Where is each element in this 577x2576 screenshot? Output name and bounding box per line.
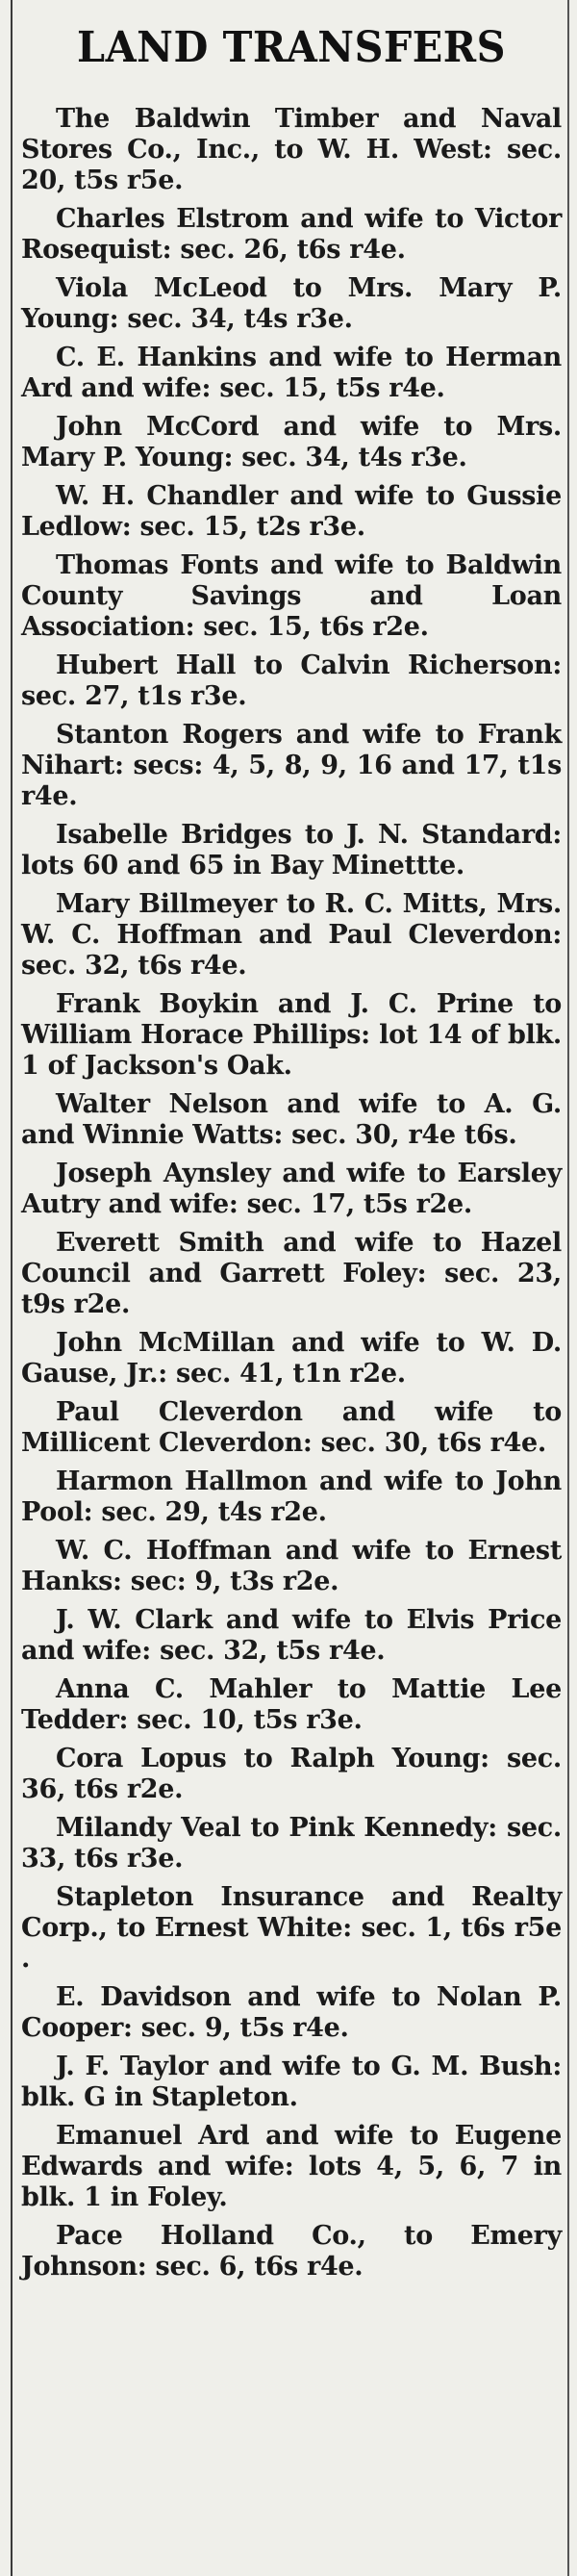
transfer-entry: E. Davidson and wife to Nolan P. Cooper: sec. 9, t5s r4e. — [21, 1982, 562, 2043]
column-rule-right — [567, 0, 569, 2576]
transfer-entry: W. H. Chandler and wife to Gussie Ledlow: sec. 15, t2s r3e. — [21, 481, 562, 542]
transfer-entry: J. W. Clark and wife to Elvis Price and wife: sec. 32, t5s r4e. — [21, 1605, 562, 1666]
transfer-entry: Isabelle Bridges to J. N. Standard: lots 60 and 65 in Bay Minettte. — [21, 820, 562, 880]
transfer-entry: Stanton Rogers and wife to Frank Nihart: secs: 4, 5, 8, 9, 16 and 17, t1s r4e. — [21, 720, 562, 811]
transfer-list — [21, 104, 562, 2283]
transfer-entry: Anna C. Mahler to Mattie Lee Tedder: sec. 10, t5s r3e. — [21, 1674, 562, 1735]
transfer-entry: Paul Cleverdon and wife to Millicent Cleverdon: sec. 30, t6s r4e. — [21, 1397, 562, 1458]
transfer-entry: Walter Nelson and wife to A. G. and Winnie Watts: sec. 30, r4e t6s. — [21, 1089, 562, 1150]
transfer-entry: John McMillan and wife to W. D. Gause, Jr.: sec. 41, t1n r2e. — [21, 1328, 562, 1389]
transfer-entry: Frank Boykin and J. C. Prine to William Horace Phillips: lot 14 of blk. 1 of Jackson's Oak. — [21, 989, 562, 1081]
transfer-entry: Emanuel Ard and wife to Eugene Edwards and wife: lots 4, 5, 6, 7 in blk. 1 in Foley. — [21, 2121, 562, 2212]
transfer-entry: W. C. Hoffman and wife to Ernest Hanks: sec: 9, t3s r2e. — [21, 1536, 562, 1596]
transfer-entry: John McCord and wife to Mrs. Mary P. Young: sec. 34, t4s r3e. — [21, 412, 562, 472]
transfer-entry: Milandy Veal to Pink Kennedy: sec. 33, t6s r3e. — [21, 1813, 562, 1874]
transfer-entry: Stapleton Insurance and Realty Corp., to Ernest White: sec. 1, t6s r5e . — [21, 1882, 562, 1974]
transfer-entry: Joseph Aynsley and wife to Earsley Autry and wife: sec. 17, t5s r2e. — [21, 1159, 562, 1219]
transfer-entry: Cora Lopus to Ralph Young: sec. 36, t6s r2e. — [21, 1744, 562, 1804]
transfer-entry: The Baldwin Timber and Naval Stores Co., Inc., to W. H. West: sec. 20, t5s r5e. — [21, 104, 562, 195]
transfer-entry: Everett Smith and wife to Hazel Council and Garrett Foley: sec. 23, t9s r2e. — [21, 1228, 562, 1319]
headline: LAND TRANSFERS — [77, 23, 506, 72]
transfer-entry: Pace Holland Co., to Emery Johnson: sec. 6, t6s r4e. — [21, 2221, 562, 2282]
transfer-entry: Harmon Hallmon and wife to John Pool: sec. 29, t4s r2e. — [21, 1467, 562, 1527]
transfer-entry: Charles Elstrom and wife to Victor Rosequist: sec. 26, t6s r4e. — [21, 204, 562, 265]
transfer-entry: Mary Billmeyer to R. C. Mitts, Mrs. W. C. Hoffman and Paul Cleverdon: sec. 32, t6s r4e. — [21, 889, 562, 981]
news-column — [21, 21, 562, 2290]
transfer-entry: J. F. Taylor and wife to G. M. Bush: blk. G in Stapleton. — [21, 2052, 562, 2112]
transfer-entry: Viola McLeod to Mrs. Mary P. Young: sec. 34, t4s r3e. — [21, 273, 562, 334]
transfer-entry: Hubert Hall to Calvin Richerson: sec. 27, t1s r3e. — [21, 650, 562, 711]
column-rule-left — [11, 0, 13, 2576]
transfer-entry: Thomas Fonts and wife to Baldwin County Savings and Loan Association: sec. 15, t6s r2e. — [21, 550, 562, 642]
transfer-entry: C. E. Hankins and wife to Herman Ard and wife: sec. 15, t5s r4e. — [21, 343, 562, 403]
